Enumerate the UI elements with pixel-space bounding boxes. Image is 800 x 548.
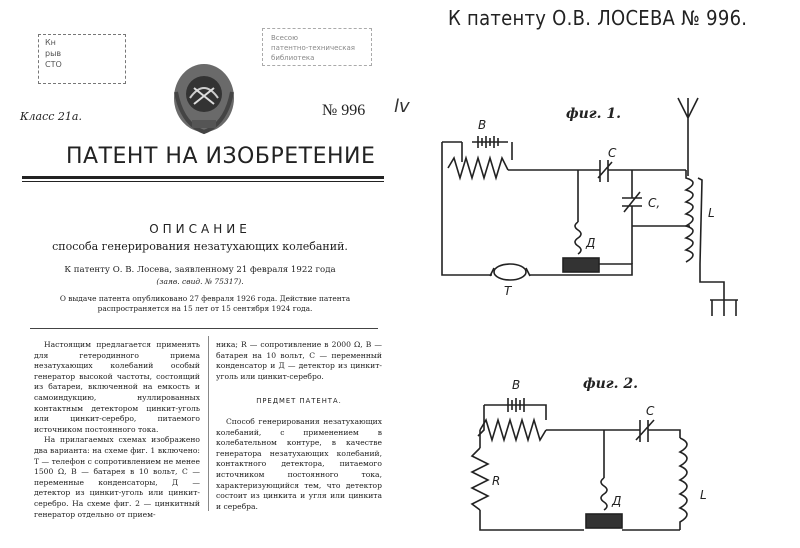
fig2-label-l: L — [700, 488, 707, 502]
paragraph-continued: ника; R — сопротивление в 2000 Ω, B — батарея на 10 вольт, C — переменный конденсатор и Д — детектор из цинкит-уголь или цинкит-серебро. — [216, 340, 382, 381]
handwritten-mark: lv — [394, 96, 410, 117]
coil-l-icon — [686, 170, 693, 262]
patent-title: ПАТЕНТ НА ИЗОБРЕТЕНИЕ — [66, 144, 376, 169]
fig1-label-t: T — [504, 284, 512, 298]
paragraph-2: На прилагаемых схемах изображено два варианта: на схеме фиг. 1 включено: T — телефон с сопротивлением не менее 1500 Ω, B — батарея в 10 вольт, C — переменные конденсаторы, Д — детектор из цинкит-уголь или цинкит-серебро. На схеме фиг. 2 — цинкитный генератор отдельно от прием- — [34, 435, 200, 519]
fig1-label-b: B — [478, 118, 487, 132]
detector-spring-icon — [575, 222, 581, 254]
antenna-icon — [678, 98, 698, 176]
claims-heading: ПРЕДМЕТ ПАТЕНТА. — [256, 397, 342, 406]
claim-text: Способ генерирования незатухающих колебаний, с применением в колебательном контуре, в качестве генератора незатухающих колебаний, контактного детектора, питаемого источником постоянного тока, характеризующийся тем, что детектор состоит из цинкита и угля или цинкита и серебра. — [216, 416, 382, 511]
telephone-icon — [494, 264, 526, 280]
description-heading: ОПИСАНИЕ — [149, 222, 251, 236]
stamp-line-2: рыв — [45, 49, 62, 58]
fig1-label-l: L — [708, 206, 715, 220]
fig2-label-r: R — [492, 474, 501, 488]
detector-crystal-icon — [563, 258, 599, 272]
ground-icon — [700, 264, 738, 316]
capacitor-c2-icon — [636, 420, 654, 442]
fig2-label: фиг. 2. — [583, 376, 639, 392]
fig1-label-c: C — [608, 146, 617, 160]
application-line: (заяв. свид. № 75317). — [156, 277, 244, 286]
fig2-label-b: B — [512, 378, 521, 392]
resistor-icon — [448, 158, 508, 178]
capacitor-c-icon — [598, 160, 612, 182]
fig1-label-c1: C, — [648, 196, 661, 210]
detector-2-crystal-icon — [586, 514, 622, 528]
battery-icon — [472, 136, 508, 148]
fig2-circuit — [472, 398, 687, 530]
fig2-label-c: C — [646, 404, 655, 418]
fig1-label: фиг. 1. — [566, 106, 622, 122]
drawings-title: К патенту О.В. ЛОСЕВА № 996. — [448, 6, 748, 30]
capacitor-c1-icon — [622, 170, 642, 264]
detector-2-spring-icon — [601, 478, 607, 510]
paragraph-1: Настоящим предлагается применять для гетеродинного приема незатухающих колебаний особый генератор высокой частоты, состоящий из батареи, включенной на емкость и самоиндукцию, нуллированных контактным детектором цинкит-уголь или цинкит-серебро, питаемого источником постоянного тока. — [34, 340, 200, 434]
patent-class: Класс 21a. — [20, 110, 82, 123]
battery-2-icon — [504, 398, 536, 412]
stamp-line-1: Кн — [45, 38, 56, 47]
patent-number: № 996 — [322, 102, 366, 119]
invention-subject: способа генерирования незатухающих колебаний. — [52, 240, 348, 253]
fig2-label-d: Д — [612, 494, 622, 508]
resistor-top-icon — [480, 420, 546, 440]
coil-l2-icon — [680, 438, 687, 530]
fig1-circuit — [442, 98, 738, 316]
fig1-label-d: Д — [586, 236, 596, 250]
stamp2-line-1: Всесою — [271, 34, 298, 42]
stamp2-line-2: патентно-техническая — [271, 44, 355, 52]
resistor-r-icon — [472, 448, 488, 510]
stamp-line-3: СТО — [45, 60, 62, 69]
stamp2-line-3: библиотека — [271, 54, 315, 62]
publication-note: О выдаче патента опубликовано 27 февраля 1926 года. Действие патента распространяется на 15 лет от 15 сентября 1924 года. — [59, 294, 351, 313]
patent-holder-line: К патенту О. В. Лосева, заявленному 21 февраля 1922 года — [64, 265, 336, 275]
